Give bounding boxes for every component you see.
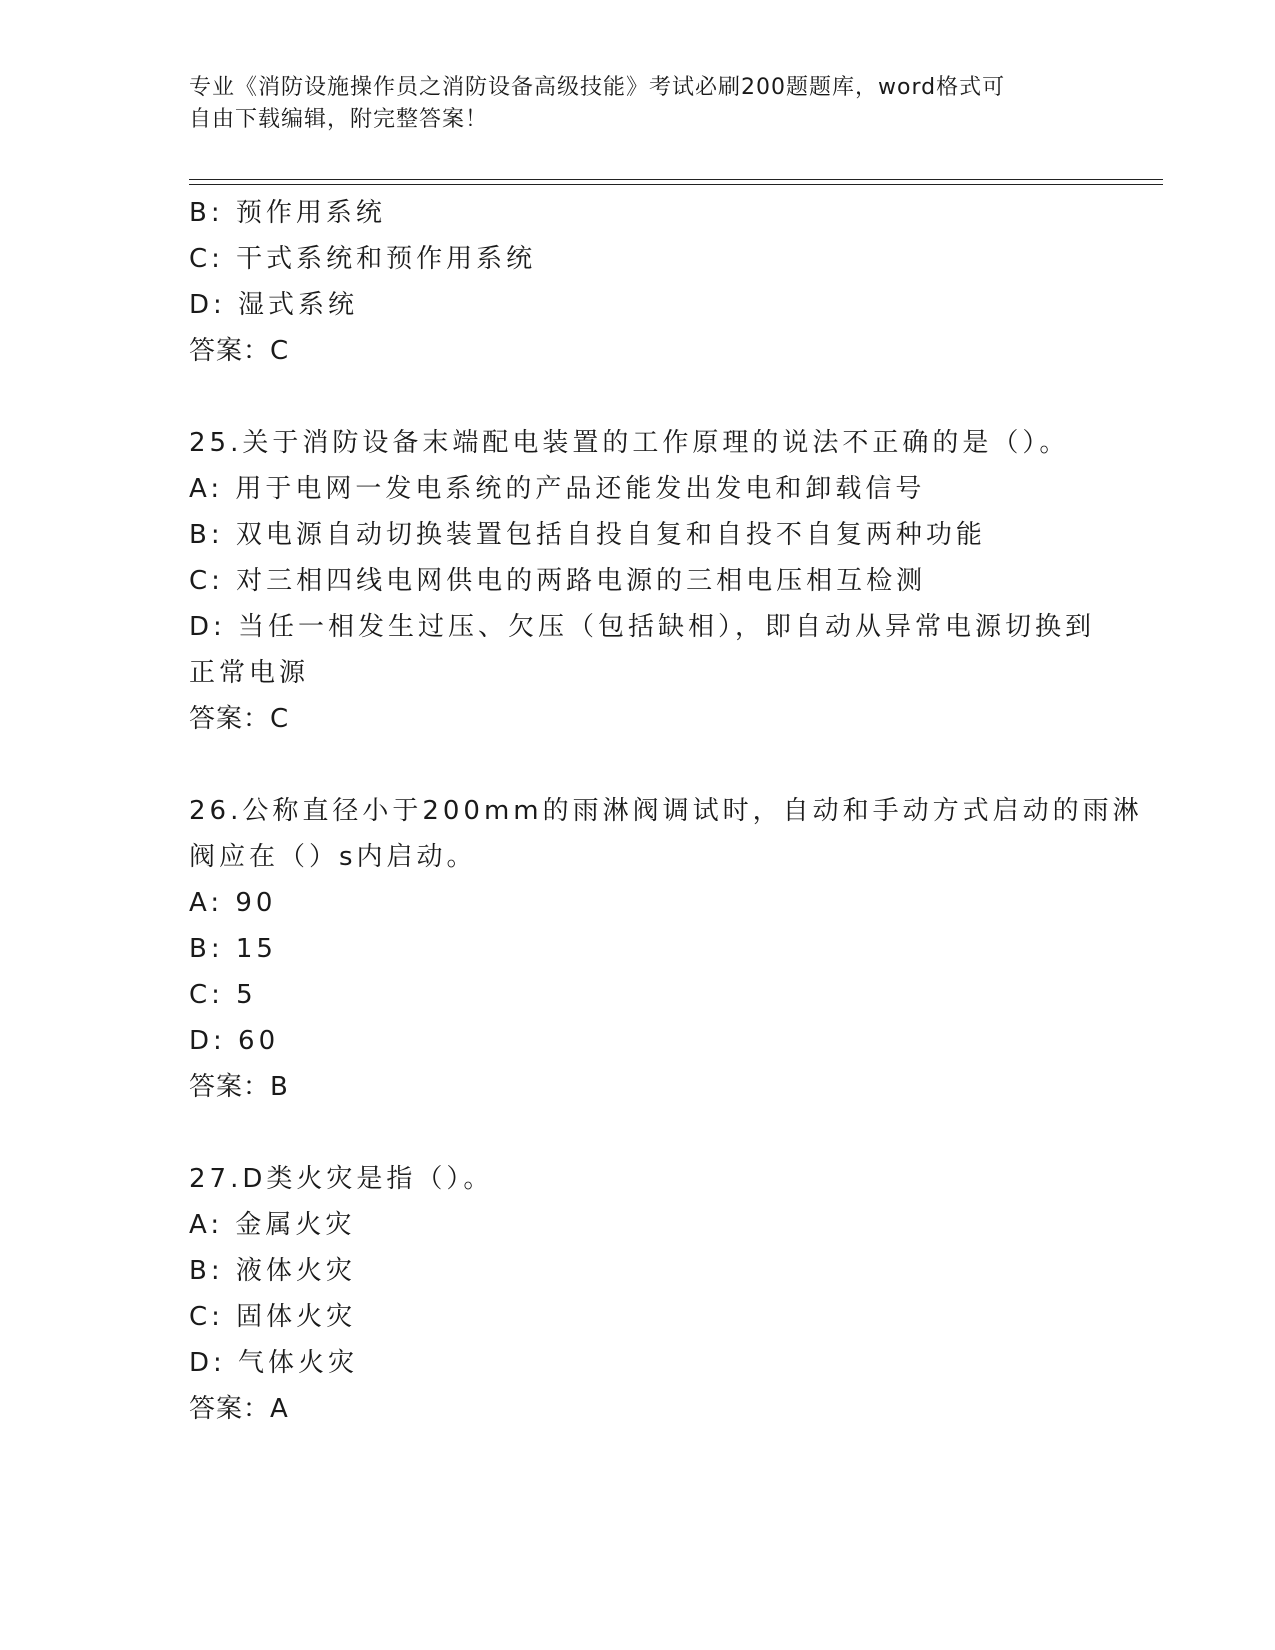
answer: 答案：A — [189, 1394, 289, 1424]
option-a: A: 金属火灾 — [189, 1210, 356, 1240]
question-stem: 27.D类火灾是指（）。 — [189, 1164, 494, 1194]
answer: 答案：C — [189, 336, 290, 366]
question-25 — [189, 420, 1096, 742]
option-c: C: 5 — [189, 980, 257, 1010]
document-body — [189, 190, 1143, 1432]
question-stem-line1: 26.公称直径小于200mm的雨淋阀调试时，自动和手动方式启动的雨淋 — [189, 796, 1143, 826]
answer: 答案：C — [189, 704, 290, 734]
header-title-line1: 专业《消防设施操作员之消防设备高级技能》考试必刷200题题库，word格式可 — [189, 75, 1006, 100]
option-c: C: 对三相四线电网供电的两路电源的三相电压相互检测 — [189, 566, 927, 596]
question-24-tail — [189, 190, 1089, 374]
question-stem-line2: 阀应在（）s内启动。 — [189, 842, 477, 872]
option-a: A: 用于电网一发电系统的产品还能发出发电和卸载信号 — [189, 474, 926, 504]
document-header — [189, 72, 1069, 136]
option-a: A: 90 — [189, 888, 277, 918]
option-d: D: 60 — [189, 1026, 280, 1056]
option-b: B: 双电源自动切换装置包括自投自复和自投不自复两种功能 — [189, 520, 986, 550]
option-c: C: 固体火灾 — [189, 1302, 357, 1332]
option-d: D: 气体火灾 — [189, 1348, 359, 1378]
option-d: D: 当任一相发生过压、欠压（包括缺相），即自动从异常电源切换到 — [189, 612, 1096, 642]
option-b: B: 预作用系统 — [189, 198, 386, 228]
option-d: D: 湿式系统 — [189, 290, 359, 320]
header-title-line2: 自由下载编辑，附完整答案！ — [189, 107, 489, 132]
option-b: B: 液体火灾 — [189, 1256, 356, 1286]
option-d-continued: 正常电源 — [189, 658, 310, 688]
question-stem: 25.关于消防设备末端配电装置的工作原理的说法不正确的是（）。 — [189, 428, 1070, 458]
header-divider-top — [189, 179, 1163, 180]
option-b: B: 15 — [189, 934, 277, 964]
answer: 答案：B — [189, 1072, 289, 1102]
question-27 — [189, 1156, 1089, 1432]
question-26 — [189, 788, 1143, 1110]
header-divider-bottom — [189, 184, 1163, 185]
option-c: C: 干式系统和预作用系统 — [189, 244, 537, 274]
